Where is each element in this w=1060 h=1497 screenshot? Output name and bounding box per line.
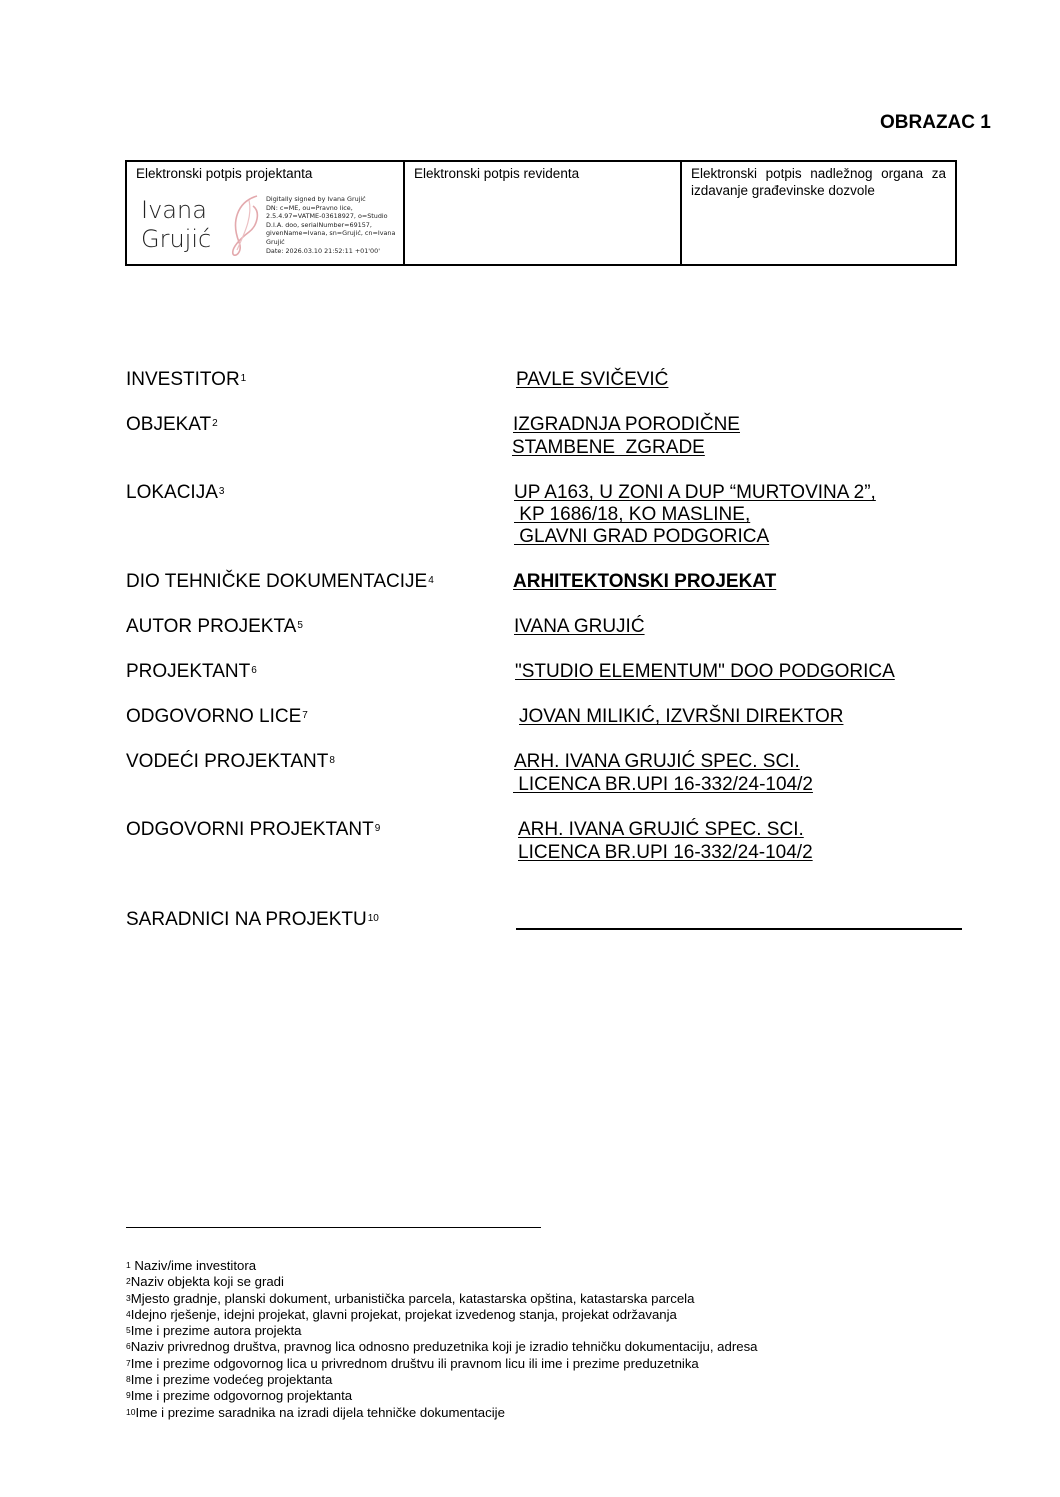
field-label-investitor: INVESTITOR$^1$	[126, 369, 247, 390]
field-label-vodeci-projektant: VODEĆI PROJEKTANT$^8$	[126, 751, 335, 772]
designer-signature-cell	[127, 162, 405, 264]
signature-detail-line: Grujić	[266, 237, 285, 246]
authority-signature-label: Elektronski potpis nadležnog organa za izdavanje građevinske dozvole	[691, 166, 946, 198]
field-label-autor-projekta: AUTOR PROJEKTA$^5$	[126, 616, 303, 637]
field-value-lokacija: UP A163, U ZONI A DUP “MURTOVINA 2”,	[514, 482, 876, 503]
signer-first-name: Ivana	[141, 196, 207, 224]
signer-last-name: Grujić	[141, 225, 212, 253]
field-value-investitor: PAVLE SVIČEVIĆ	[516, 369, 669, 390]
field-value-dio-tehnicke-dokumentacije: ARHITEKTONSKI PROJEKAT	[513, 571, 777, 592]
field-value-odgovorni-projektant: LICENCA BR.UPI 16-332/24-104/2	[518, 842, 813, 863]
footnote-item: $^6$Naziv privrednog društva, pravnog lica odnosno preduzetnika koji je izradio tehničku dokumentaciju, adresa	[126, 1339, 758, 1355]
signature-details	[266, 195, 396, 255]
footnote-item: $^3$Mjesto gradnje, planski dokument, urbanistička parcela, katastarska opština, katastarska parcela	[126, 1290, 695, 1306]
field-value-odgovorni-projektant: ARH. IVANA GRUJIĆ SPEC. SCI.	[518, 819, 804, 840]
footnote-item: $^8$Ime i prezime vodećeg projektanta	[126, 1372, 333, 1388]
field-label-saradnici-na-projektu: SARADNICI NA PROJEKTU$^{10}$	[126, 909, 379, 930]
field-label-odgovorni-projektant: ODGOVORNI PROJEKTANT$^9$	[126, 819, 381, 840]
field-value-saradnici-blank-line	[516, 928, 962, 930]
field-label-lokacija: LOKACIJA$^3$	[126, 482, 225, 503]
signer-name	[141, 196, 211, 254]
reviewer-signature-cell	[405, 162, 682, 264]
field-value-lokacija: GLAVNI GRAD PODGORICA	[514, 526, 770, 547]
field-label-dio-tehnicke-dokumentacije: DIO TEHNIČKE DOKUMENTACIJE$^4$	[126, 571, 434, 592]
signature-detail-line: givenName=Ivana, sn=Grujić, cn=Ivana	[266, 229, 396, 238]
footnote-item: $^7$Ime i prezime odgovornog lica u privrednom društvu ili pravnom licu ili ime i prezime preduzetnika	[126, 1355, 699, 1371]
footnote-item: $^{10}$Ime i prezime saradnika na izradi dijela tehničke dokumentacije	[126, 1404, 505, 1420]
field-value-odgovorno-lice: JOVAN MILIKIĆ, IZVRŠNI DIREKTOR	[519, 706, 844, 727]
footnote-item: $^2$Naziv objekta koji se gradi	[126, 1274, 284, 1290]
footnote-divider	[126, 1227, 541, 1228]
footnote-item: $^1$ Naziv/ime investitora	[126, 1258, 257, 1273]
signature-detail-line: D.I.A. doo, serialNumber=69157,	[266, 220, 372, 229]
field-label-projektant: PROJEKTANT$^6$	[126, 661, 257, 682]
field-value-objekat: STAMBENE ZGRADE	[512, 437, 705, 458]
signature-detail-line: Date: 2026.03.10 21:52:11 +01'00'	[266, 246, 380, 255]
field-label-odgovorno-lice: ODGOVORNO LICE$^7$	[126, 706, 308, 727]
footnote-item: $^5$Ime i prezime autora projekta	[126, 1323, 302, 1339]
form-title: OBRAZAC 1	[880, 112, 991, 133]
designer-signature-label: Elektronski potpis projektanta	[136, 166, 313, 181]
field-value-objekat: IZGRADNJA PORODIČNE	[513, 414, 740, 435]
signature-detail-line: Digitally signed by Ivana Grujić	[266, 195, 366, 203]
signature-table	[125, 160, 957, 266]
field-value-vodeci-projektant: ARH. IVANA GRUJIĆ SPEC. SCI.	[514, 751, 800, 772]
field-value-vodeci-projektant: LICENCA BR.UPI 16-332/24-104/2	[513, 774, 813, 795]
signature-detail-line: 2.5.4.97=VATME-03618927, o=Studio	[266, 212, 388, 221]
field-value-projektant: "STUDIO ELEMENTUM" DOO PODGORICA	[515, 661, 895, 682]
reviewer-signature-label: Elektronski potpis revidenta	[414, 166, 580, 181]
footnote-item: $^4$Idejno rješenje, idejni projekat, glavni projekat, projekat izvedenog stanja, projekat održavanja	[126, 1306, 677, 1322]
authority-signature-cell	[682, 162, 955, 264]
footnote-item: $^9$Ime i prezime odgovornog projektanta	[126, 1388, 353, 1404]
field-label-objekat: OBJEKAT$^2$	[126, 414, 218, 435]
footnotes	[126, 1258, 758, 1421]
field-value-autor-projekta: IVANA GRUJIĆ	[514, 616, 645, 637]
field-value-lokacija: KP 1686/18, KO MASLINE,	[514, 504, 751, 525]
signature-detail-line: DN: c=ME, ou=Pravno lice,	[266, 203, 353, 212]
